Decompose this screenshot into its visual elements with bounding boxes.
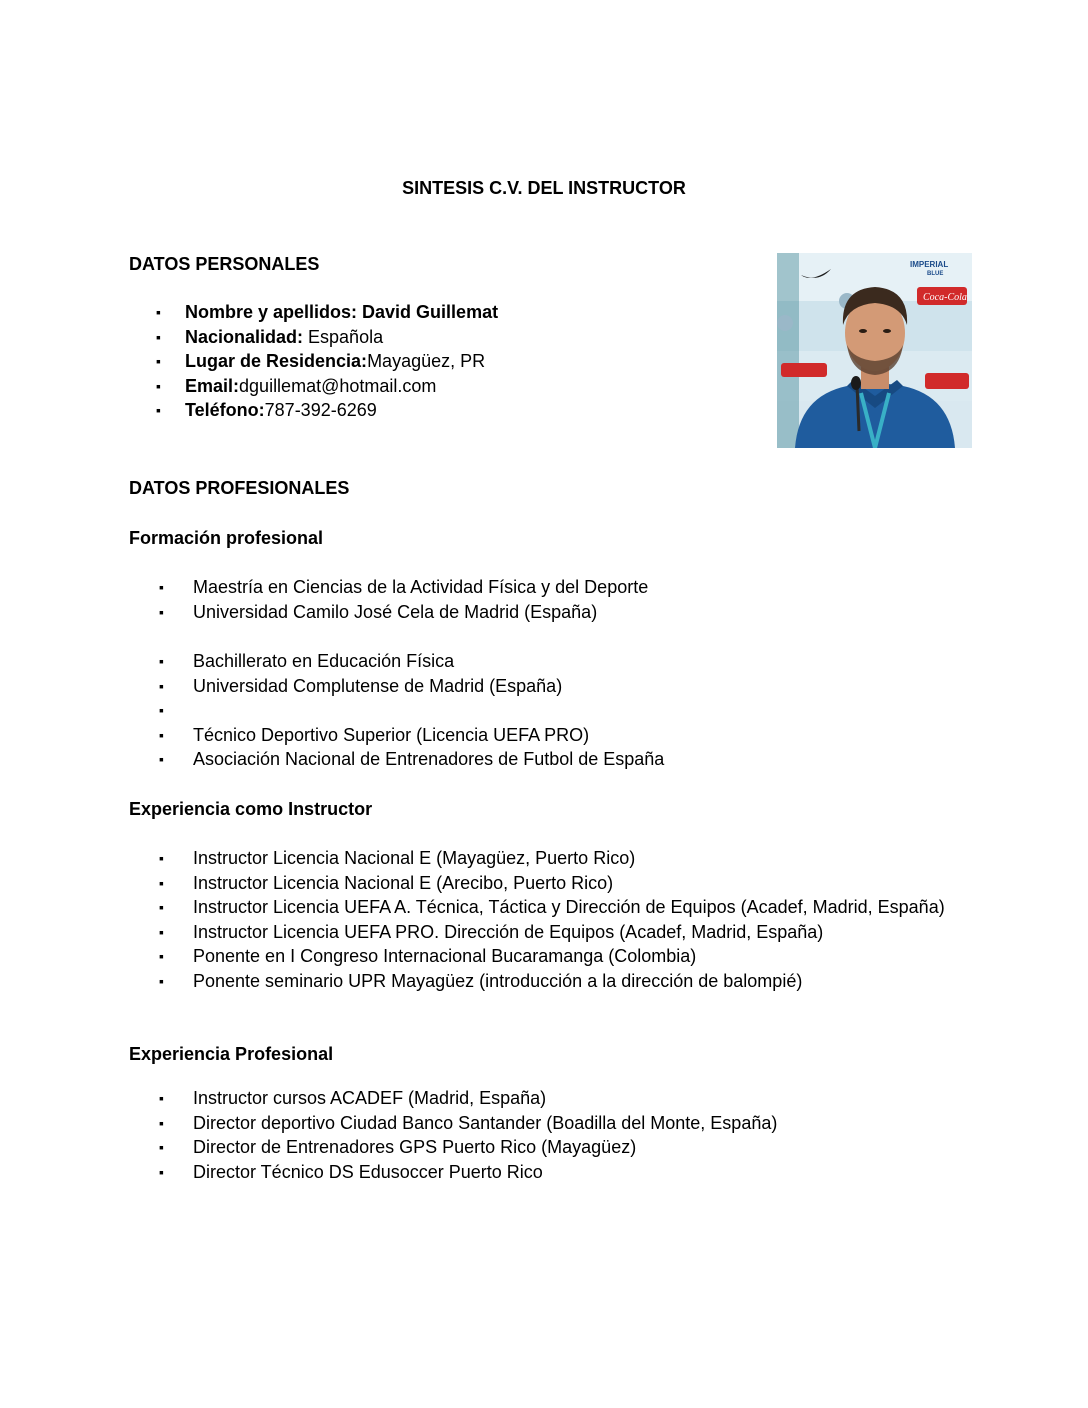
list-item-text: Instructor Licencia UEFA A. Técnica, Táctica y Dirección de Equipos (Acadef, Madrid, España) (193, 897, 945, 918)
list-item-name (156, 300, 745, 325)
list-item-text: Instructor Licencia Nacional E (Mayagüez, Puerto Rico) (193, 848, 636, 868)
phone-value: 787-392-6269 (264, 400, 377, 421)
list-item (159, 1111, 963, 1136)
bullet-icon: ▪ (156, 402, 161, 419)
list-item-text: Asociación Nacional de Entrenadores de Futbol de España (193, 749, 665, 770)
list-item (159, 600, 963, 625)
list-item-text: Instructor Licencia Nacional E (Arecibo, Puerto Rico) (193, 872, 614, 893)
list-item (159, 1086, 963, 1111)
bullet-icon: ▪ (156, 353, 161, 370)
list-item-email (156, 374, 745, 399)
list-item (159, 747, 963, 772)
list-item (159, 969, 963, 994)
banner-text: BLUE (927, 271, 944, 277)
personal-data-list (156, 300, 745, 423)
list-item (159, 723, 963, 748)
instructor-experience-heading: Experiencia como Instructor (129, 799, 373, 819)
bullet-icon: ▪ (159, 702, 164, 719)
training-list-a (159, 575, 963, 624)
bullet-icon: ▪ (159, 603, 164, 620)
list-item-text: Bachillerato en Educación Física (193, 651, 455, 671)
list-item-text: Maestría en Ciencias de la Actividad Física y del Deporte (193, 577, 649, 597)
name-label: Nombre y apellidos: David Guillemat (185, 302, 499, 322)
bullet-icon: ▪ (159, 726, 164, 743)
bullet-icon: ▪ (159, 948, 164, 965)
bullet-icon: ▪ (159, 899, 164, 916)
list-item (159, 944, 963, 969)
bullet-icon: ▪ (159, 751, 164, 768)
nationality-value: Española (303, 326, 384, 347)
bullet-icon: ▪ (159, 923, 164, 940)
residence-value: Mayagüez, PR (367, 351, 486, 372)
residence-label: Lugar de Residencia: (185, 351, 368, 372)
email-value: dguillemat@hotmail.com (239, 375, 437, 396)
list-item-text: Director de Entrenadores GPS Puerto Rico (Mayagüez) (193, 1137, 637, 1158)
phone-label: Teléfono: (185, 400, 265, 421)
banner-text: Coca-Cola (923, 292, 967, 303)
bullet-icon: ▪ (159, 653, 164, 669)
list-item (159, 895, 963, 920)
bullet-icon: ▪ (159, 1163, 164, 1180)
list-item-text: Universidad Complutense de Madrid (España) (193, 675, 563, 696)
list-item (159, 649, 963, 674)
training-list-b (159, 649, 963, 772)
list-item-text: Universidad Camilo José Cela de Madrid (España) (193, 601, 598, 622)
banner-text: IMPERIAL (910, 260, 949, 269)
bullet-icon: ▪ (159, 874, 164, 891)
professional-experience-heading: Experiencia Profesional (129, 1044, 334, 1064)
personal-data-heading: DATOS PERSONALES (129, 254, 320, 274)
list-item (159, 920, 963, 945)
professional-experience-list (159, 1086, 963, 1184)
list-item (159, 1135, 963, 1160)
list-item-phone (156, 398, 745, 423)
list-item (159, 871, 963, 896)
list-item (159, 674, 963, 699)
professional-data-heading: DATOS PROFESIONALES (129, 478, 350, 498)
list-item-text: Instructor Licencia UEFA PRO. Dirección de Equipos (Acadef, Madrid, España) (193, 921, 824, 942)
list-item-text: Técnico Deportivo Superior (Licencia UEFA PRO) (193, 724, 590, 745)
document-title: SINTESIS C.V. DEL INSTRUCTOR (402, 178, 686, 198)
list-item-text: Director deportivo Ciudad Banco Santander (Boadilla del Monte, España) (193, 1112, 778, 1133)
bullet-icon: ▪ (159, 579, 164, 595)
list-item (159, 575, 963, 600)
bullet-icon: ▪ (156, 304, 161, 320)
profile-photo (777, 253, 972, 448)
list-item-empty (159, 698, 963, 723)
bullet-icon: ▪ (159, 1090, 164, 1106)
list-item (159, 1160, 963, 1185)
list-item-residence (156, 349, 745, 374)
list-item-text: Director Técnico DS Edusoccer Puerto Rico (193, 1161, 543, 1182)
bullet-icon: ▪ (159, 677, 164, 694)
list-item-nationality (156, 325, 745, 350)
list-item-text: Instructor cursos ACADEF (Madrid, España) (193, 1088, 547, 1108)
email-label: Email: (185, 375, 240, 396)
list-item-text: Ponente en I Congreso Internacional Bucaramanga (Colombia) (193, 946, 697, 967)
bullet-icon: ▪ (159, 1139, 164, 1156)
nationality-label: Nacionalidad: (185, 326, 304, 347)
list-item-text: Ponente seminario UPR Mayagüez (introducción a la dirección de balompié) (193, 970, 803, 991)
bullet-icon: ▪ (156, 328, 161, 345)
training-heading: Formación profesional (129, 528, 324, 548)
bullet-icon: ▪ (159, 972, 164, 989)
bullet-icon: ▪ (159, 1114, 164, 1131)
instructor-experience-list (159, 846, 963, 994)
list-item (159, 846, 963, 871)
bullet-icon: ▪ (156, 377, 161, 394)
bullet-icon: ▪ (159, 850, 164, 866)
